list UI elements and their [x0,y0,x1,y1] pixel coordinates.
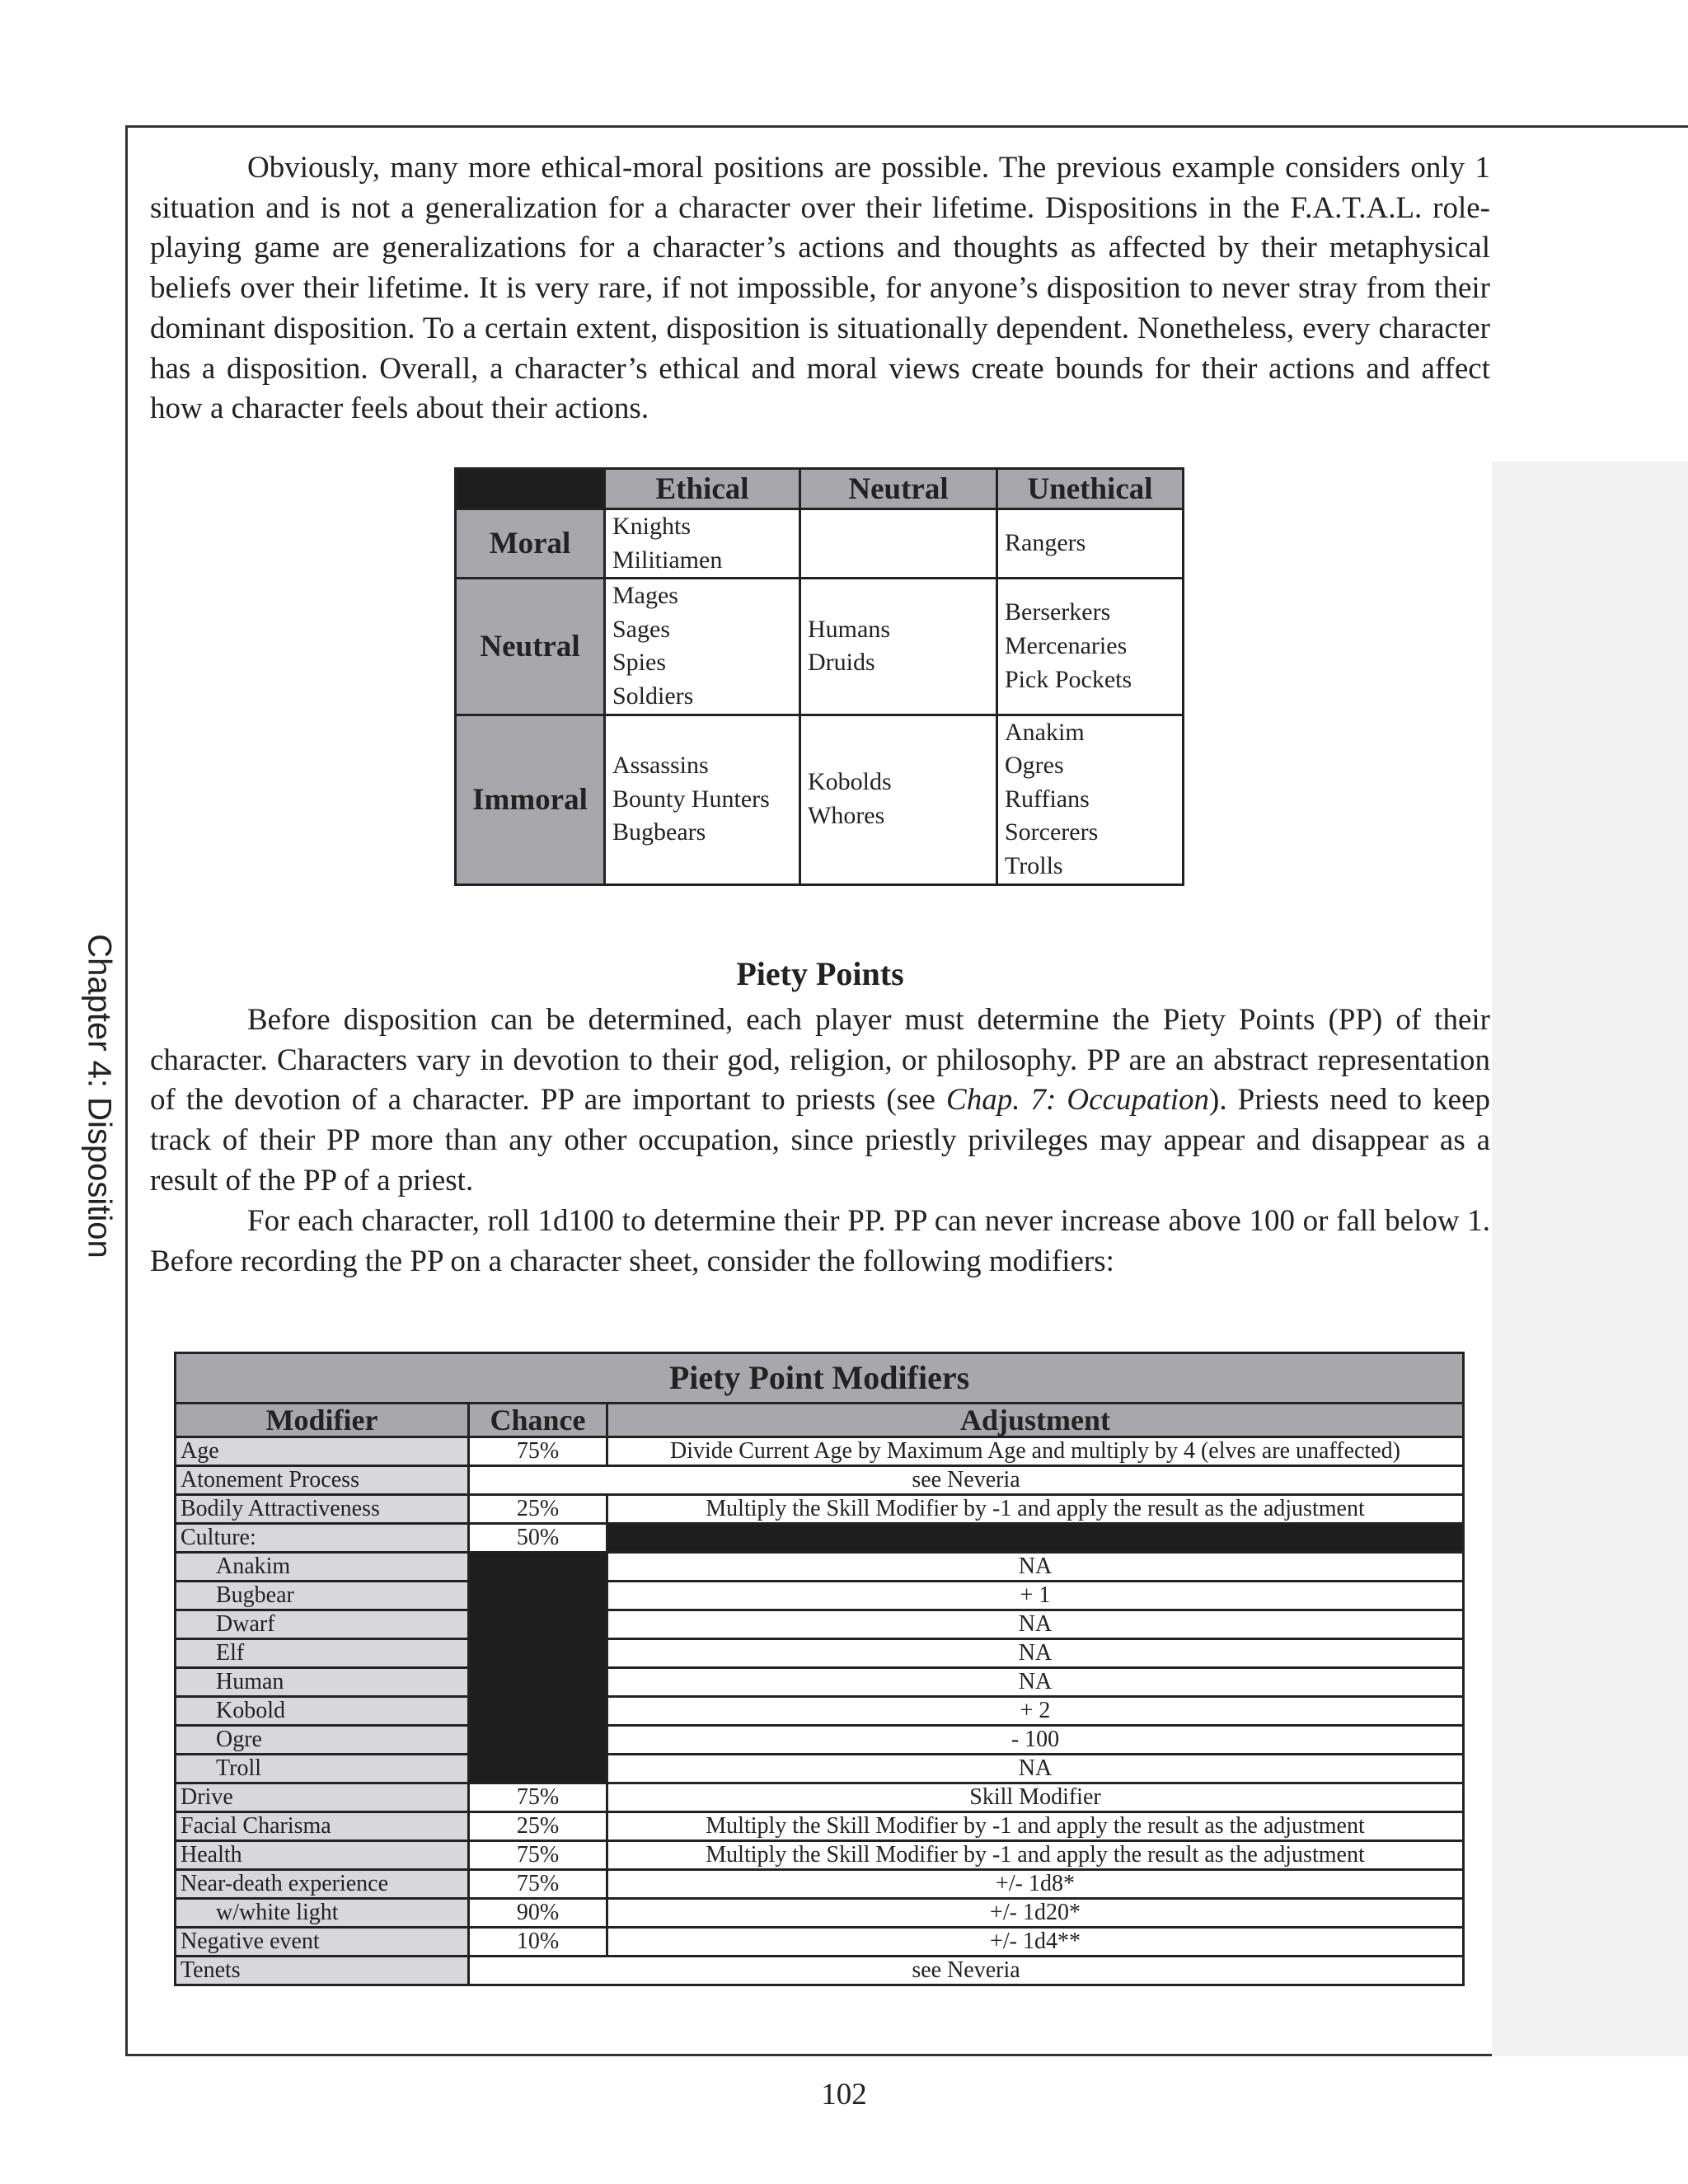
col-header-ethical: Ethical [605,469,800,509]
adjustment-cell: NA [607,1553,1464,1582]
table-row [176,1582,1464,1610]
piety-paragraph-1 [150,1001,1490,1202]
list-item: Militiamen [612,546,723,574]
cell-neutral-unethical [997,579,1184,715]
row-header-neutral: Neutral [456,579,605,715]
cell-immoral-unethical [997,715,1184,884]
modifier-cell: Negative event [176,1928,469,1957]
list-item: Trolls [1005,851,1063,879]
header-modifier: Modifier [176,1404,469,1437]
chance-cell: 75% [469,1841,607,1870]
table-row [176,1812,1464,1841]
cell-immoral-ethical [605,715,800,884]
list-item: Pick Pockets [1005,665,1132,693]
modifier-cell: Kobold [176,1697,469,1726]
cell-moral-ethical [605,509,800,579]
cell-neutral-ethical [605,579,800,715]
table-row [176,1697,1464,1726]
list-item: Druids [808,649,875,677]
adjustment-cell: + 1 [607,1582,1464,1610]
adjustment-cell: Multiply the Skill Modifier by -1 and apply the result as the adjustment [607,1495,1464,1524]
piety-paragraph-1-text-end: ). Priests need to keep track of their PP more than any other occupation, since priestly privileges may appear and disappear as a result of the PP of a priest. [150,1083,1491,1197]
chapter-reference: Chap. 7: Occupation [946,1083,1210,1118]
modifier-cell: Bodily Attractiveness [176,1495,469,1524]
list-item: Ogres [1005,752,1064,780]
table-row [176,1495,1464,1524]
chance-cell: 75% [469,1870,607,1899]
adjustment-cell: NA [607,1639,1464,1668]
modifier-cell: Near-death experience [176,1870,469,1899]
adjustment-cell: Skill Modifier [607,1783,1464,1812]
cell-moral-neutral [800,509,997,579]
table-row [176,1726,1464,1755]
modifier-cell: Drive [176,1783,469,1812]
disposition-row-neutral [456,579,1184,715]
blank-cell [469,1553,607,1783]
adjustment-cell: + 2 [607,1697,1464,1726]
table-row [176,1639,1464,1668]
modifier-cell: Ogre [176,1726,469,1755]
header-chance: Chance [469,1404,607,1437]
table-row [176,1870,1464,1899]
modifier-cell: Age [176,1437,469,1466]
adjustment-cell: +/- 1d8* [607,1870,1464,1899]
list-item: Whores [808,802,885,830]
modifier-cell: Human [176,1668,469,1697]
piety-paragraph-2: For each character, roll 1d100 to determine their PP. PP can never increase above 100 or fall below 1. Before recording the PP on a character sheet, consider the following modifiers: [150,1204,1490,1278]
table-row [176,1841,1464,1870]
list-item: Mages [612,582,678,610]
list-item: Berserkers [1005,598,1111,626]
adjustment-cell: - 100 [607,1726,1464,1755]
adjustment-cell: see Neveria [469,1957,1464,1985]
chance-cell: 50% [469,1524,607,1553]
adjustment-cell: see Neveria [469,1466,1464,1495]
table-row [176,1466,1464,1495]
list-item: Mercenaries [1005,632,1128,660]
modifier-cell: Bugbear [176,1582,469,1610]
table-row [176,1668,1464,1697]
chance-cell: 25% [469,1495,607,1524]
section-title-piety-points: Piety Points [736,955,904,992]
list-item: Rangers [1005,529,1086,557]
table-title: Piety Point Modifiers [176,1353,1464,1404]
list-item: Anakim [1005,718,1085,746]
list-item: Kobolds [808,768,892,796]
modifier-cell: Troll [176,1755,469,1783]
modifier-cell: Atonement Process [176,1466,469,1495]
chance-cell: 25% [469,1812,607,1841]
list-item: Knights [612,513,692,540]
table-row [176,1524,1464,1553]
table-row [176,1437,1464,1466]
blank-cell [607,1524,1464,1553]
col-header-neutral: Neutral [800,469,997,509]
piety-modifiers-table [174,1352,1465,1986]
cell-neutral-neutral [800,579,997,715]
cell-moral-unethical [997,509,1184,579]
list-item: Soldiers [612,682,694,710]
modifier-cell: Tenets [176,1957,469,1985]
adjustment-cell: +/- 1d4** [607,1928,1464,1957]
row-header-moral: Moral [456,509,605,579]
table-row [176,1899,1464,1928]
adjustment-cell: Divide Current Age by Maximum Age and multiply by 4 (elves are unaffected) [607,1437,1464,1466]
cell-immoral-neutral [800,715,997,884]
intro-paragraph: Obviously, many more ethical-moral positions are possible. The previous example considers only 1 situation and is not a generalization for a character over their lifetime. Dispositions in the F.A.T.A.L. role-playing game are generalizations for a character’s actions and thoughts as affected by their metaphysical beliefs over their lifetime. It is very rare, if not impossible, for anyone’s disposition to never stray from their dominant disposition. To a certain extent, disposition is situationally dependent. Nonetheless, every character has a disposition. Overall, a character’s ethical and moral views create bounds for their actions and affect how a character feels about their actions. [150,151,1490,426]
adjustment-cell: +/- 1d20* [607,1899,1464,1928]
table-row [176,1928,1464,1957]
list-item: Spies [612,649,667,677]
chance-cell: 75% [469,1783,607,1812]
disposition-row-immoral [456,715,1184,884]
adjustment-cell: Multiply the Skill Modifier by -1 and apply the result as the adjustment [607,1841,1464,1870]
modifier-cell: w/white light [176,1899,469,1928]
table-row [176,1610,1464,1639]
table-row [176,1783,1464,1812]
col-header-unethical: Unethical [997,469,1184,509]
list-item: Humans [808,615,890,643]
list-item: Sages [612,615,670,643]
right-margin-shading [1492,462,1688,2056]
modifier-cell: Anakim [176,1553,469,1582]
chance-cell: 75% [469,1437,607,1466]
page-number: 102 [821,2078,867,2111]
chapter-tab-label: Chapter 4: Disposition [81,934,118,1258]
piety-paragraph-1-text: Before disposition can be determined, each player must determine the Piety Points (PP) of their character. Characters vary in devotion to their god, religion, or philosophy. PP are an abstract representation of the devotion of a character. PP are important to priests (see [150,1003,1490,1118]
adjustment-cell: NA [607,1755,1464,1783]
row-header-immoral: Immoral [456,715,605,884]
table-row [176,1553,1464,1582]
list-item: Bugbears [612,818,706,846]
list-item: Sorcerers [1005,818,1099,846]
modifier-cell: Culture: [176,1524,469,1553]
list-item: Ruffians [1005,785,1090,813]
adjustment-cell: NA [607,1668,1464,1697]
modifier-cell: Facial Charisma [176,1812,469,1841]
chapter-tab [78,907,120,1286]
modifier-cell: Health [176,1841,469,1870]
chance-cell: 90% [469,1899,607,1928]
chance-cell: 10% [469,1928,607,1957]
disposition-table [454,467,1184,886]
adjustment-cell: NA [607,1610,1464,1639]
disposition-corner [456,469,605,509]
modifier-cell: Dwarf [176,1610,469,1639]
table-row [176,1755,1464,1783]
adjustment-cell: Multiply the Skill Modifier by -1 and apply the result as the adjustment [607,1812,1464,1841]
list-item: Bounty Hunters [612,785,770,813]
header-adjustment: Adjustment [607,1404,1464,1437]
list-item: Assassins [612,752,709,780]
disposition-row-moral [456,509,1184,579]
modifier-cell: Elf [176,1639,469,1668]
table-row [176,1957,1464,1985]
